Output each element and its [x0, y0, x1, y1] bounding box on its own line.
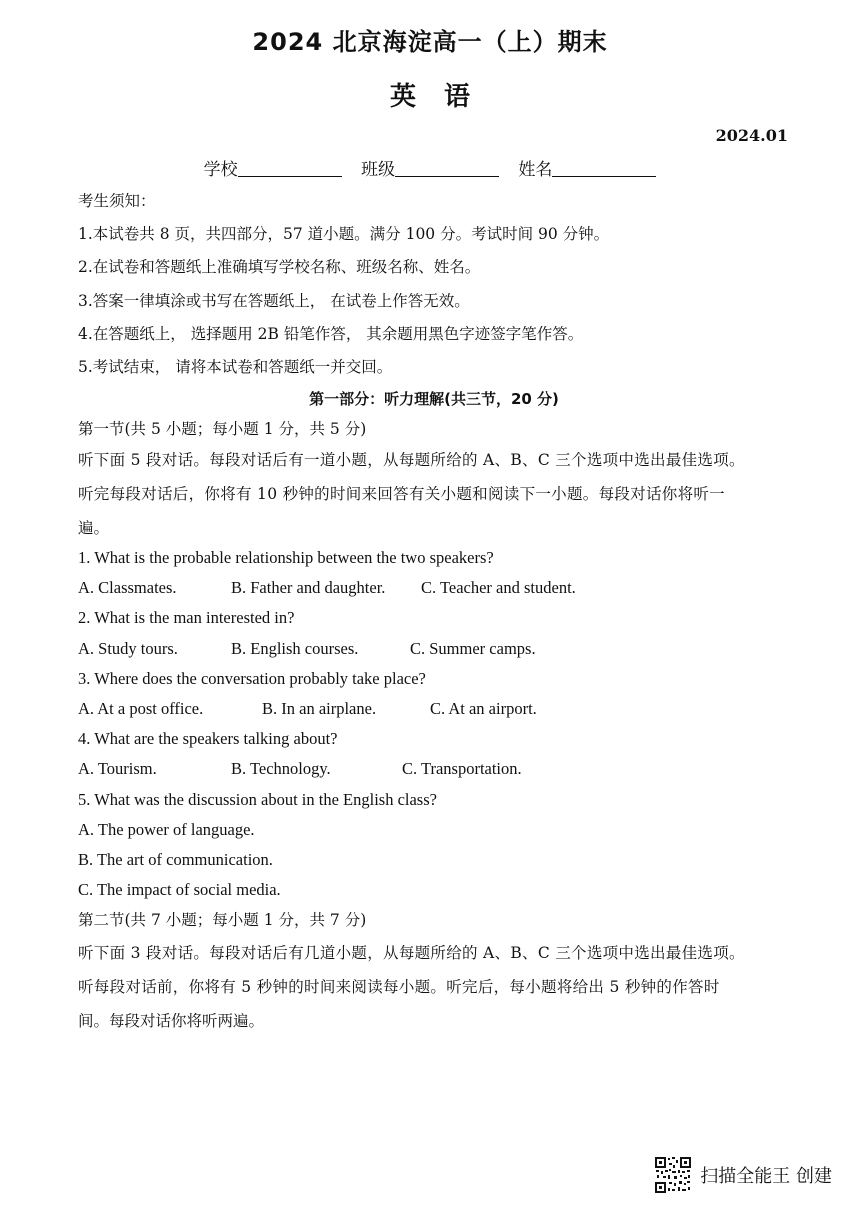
- school-blank: [238, 160, 342, 177]
- question-options: [78, 754, 790, 784]
- question-options: [78, 573, 790, 603]
- scanner-brand-text: 扫描全能王 创建: [700, 1166, 832, 1187]
- exam-date: 2024.01: [715, 126, 788, 145]
- option-c: C. Teacher and student.: [421, 578, 576, 598]
- option-c: C. Transportation.: [402, 759, 522, 779]
- section2-instruction: 间。每段对话你将听两遍。: [78, 1011, 265, 1030]
- question-stem: 1. What is the probable relationship between the two speakers?: [78, 548, 494, 568]
- student-info-row: [0, 155, 860, 180]
- part1-heading: 第一部分：听力理解(共三节，20 分): [309, 390, 559, 409]
- notice-item: 1.本试卷共 8 页，共四部分，57 道小题。满分 100 分。考试时间 90 分钟。: [78, 225, 610, 244]
- notice-item: 2.在试卷和答题纸上准确填写学校名称、班级名称、姓名。: [78, 258, 481, 277]
- name-blank: [552, 160, 656, 177]
- question-stem: 2. What is the man interested in?: [78, 608, 295, 628]
- option-b: B. Technology.: [231, 759, 331, 779]
- section1-instruction: 听下面 5 段对话。每段对话后有一道小题，从每题所给的 A、B、C 三个选项中选出最佳选项。: [78, 450, 745, 469]
- question-options: [78, 634, 790, 664]
- option-c: C. The impact of social media.: [78, 880, 281, 900]
- option-b: B. In an airplane.: [262, 699, 377, 718]
- option-b: B. English courses.: [231, 638, 359, 658]
- notice-heading: 考生须知：: [78, 192, 156, 210]
- option-a: A. The power of language.: [78, 819, 255, 839]
- option-a: A. At a post office.: [78, 699, 204, 718]
- option-a: A. Study tours.: [78, 638, 178, 658]
- school-label: 学校: [203, 160, 238, 180]
- qr-code-icon: [654, 1156, 692, 1194]
- exam-title: 2024 北京海淀高一（上）期末: [252, 28, 608, 56]
- section2-heading: 第二节(共 7 小题；每小题 1 分，共 7 分): [78, 911, 367, 930]
- option-a: A. Classmates.: [78, 578, 177, 598]
- question-options: [78, 694, 790, 724]
- option-b: B. The art of communication.: [78, 849, 273, 869]
- section1-heading: 第一节(共 5 小题；每小题 1 分，共 5 分): [78, 420, 367, 439]
- section2-instruction: 听下面 3 段对话。每段对话后有几道小题，从每题所给的 A、B、C 三个选项中选出最佳选项。: [78, 943, 745, 962]
- section1-instruction: 遍。: [78, 518, 110, 537]
- name-label: 姓名: [518, 160, 553, 180]
- question-stem: 5. What was the discussion about in the English class?: [78, 789, 437, 809]
- notice-item: 5.考试结束， 请将本试卷和答题纸一并交回。: [78, 357, 393, 376]
- option-c: C. Summer camps.: [410, 638, 536, 658]
- question-stem: 4. What are the speakers talking about?: [78, 729, 338, 749]
- option-a: A. Tourism.: [78, 759, 157, 779]
- notice-item: 3.答案一律填涂或书写在答题纸上， 在试卷上作答无效。: [78, 291, 470, 310]
- option-c: C. At an airport.: [430, 699, 537, 718]
- notice-item: 4.在答题纸上， 选择题用 2B 铅笔作答， 其余题用黑色字迹签字笔作答。: [78, 324, 584, 343]
- exam-body: [78, 186, 790, 1036]
- option-b: B. Father and daughter.: [231, 578, 386, 598]
- question-stem: 3. Where does the conversation probably take place?: [78, 668, 426, 688]
- section2-instruction: 听每段对话前，你将有 5 秒钟的时间来阅读每小题。听完后，每小题将给出 5 秒钟的作答时: [78, 977, 720, 996]
- scanner-watermark: [654, 1155, 832, 1195]
- subject-title: 英语: [389, 82, 498, 112]
- class-blank: [395, 160, 499, 177]
- class-label: 班级: [361, 160, 395, 180]
- section1-instruction: 听完每段对话后，你将有 10 秒钟的时间来回答有关小题和阅读下一小题。每段对话你将听一: [78, 484, 725, 503]
